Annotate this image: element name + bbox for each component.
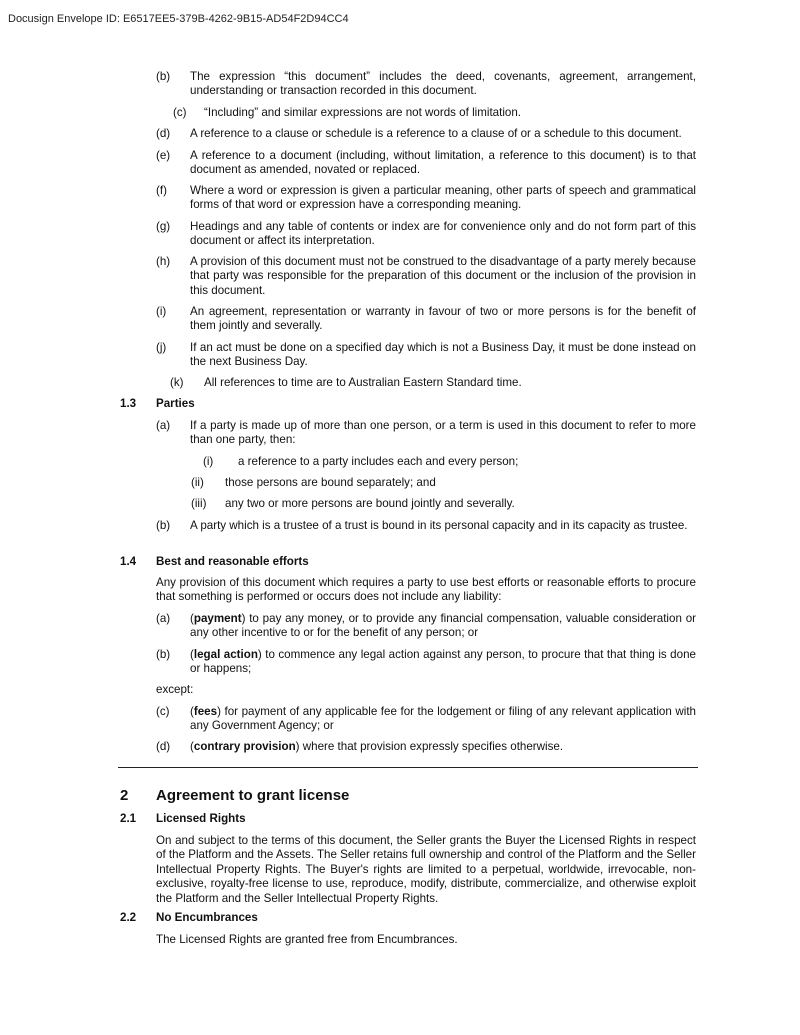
item-text: A party which is a trustee of a trust is bound in its personal capacity and in its capacity as trustee. <box>190 519 688 532</box>
clause-body: On and subject to the terms of this document, the Seller grants the Buyer the Licensed Rights in respect of the Platform and the Assets. The Seller retains full ownership and control of the Platform and the Seller Intellectual Property Rights. The Buyer's rights are limited to a perpetual, worldwide, irrevocable, non-exclusive, royalty-free license to use, reproduce, modify, distribute, commercialize, and otherwise exploit the Platform and the Seller Intellectual Property Rights. <box>156 834 696 905</box>
clause-number: 2.1 <box>120 812 137 825</box>
item-label: (c) <box>156 705 170 718</box>
item-label: (a) <box>156 419 171 432</box>
defined-term: contrary provision <box>193 740 296 753</box>
clause-number: 1.3 <box>120 397 137 410</box>
subitem-text: any two or more persons are bound jointly and severally. <box>225 497 515 510</box>
defined-term: payment <box>193 612 242 625</box>
item-text: A provision of this document must not be construed to the disadvantage of a party merely because that party was responsible for the preparation of this document or the inclusion of the provision in this document. <box>190 255 696 297</box>
item-label: (e) <box>156 149 171 162</box>
item-label: (d) <box>156 740 171 753</box>
except-text: except: <box>156 683 194 696</box>
defined-term: fees <box>193 705 218 718</box>
item-text: (contrary provision) where that provision expressly specifies otherwise. <box>190 740 564 753</box>
subitem-label: (ii) <box>191 476 204 489</box>
item-label: (c) <box>173 106 187 119</box>
item-text: (payment) to pay any money, or to provide any financial compensation, valuable consideration or any other incentive to or for the benefit of any person; or <box>190 612 696 640</box>
item-label: (b) <box>156 648 171 661</box>
clause-number: 2.2 <box>120 911 137 924</box>
clause-heading: Parties <box>156 397 195 410</box>
item-label: (k) <box>170 376 184 389</box>
clause-number: 1.4 <box>120 555 137 568</box>
item-label: (b) <box>156 70 171 83</box>
defined-term: legal action <box>193 648 258 661</box>
clause-heading: No Encumbrances <box>156 911 258 924</box>
item-text: All references to time are to Australian Eastern Standard time. <box>204 376 522 389</box>
item-label: (a) <box>156 612 171 625</box>
item-text: If a party is made up of more than one person, or a term is used in this document to refer to more than one party, then: <box>190 419 696 447</box>
item-label: (h) <box>156 255 171 268</box>
item-label: (j) <box>156 341 167 354</box>
section-title: Agreement to grant license <box>156 787 350 804</box>
item-label: (g) <box>156 220 171 233</box>
subitem-text: a reference to a party includes each and every person; <box>238 455 519 468</box>
docusign-envelope-id: Docusign Envelope ID: E6517EE5-379B-4262-9B15-AD54F2D94CC4 <box>8 13 349 25</box>
item-text: Where a word or expression is given a particular meaning, other parts of speech and grammatical forms of that word or expression have a corresponding meaning. <box>190 184 696 212</box>
section-number: 2 <box>120 787 129 804</box>
clause-heading: Best and reasonable efforts <box>156 555 309 568</box>
item-text: If an act must be done on a specified day which is not a Business Day, it must be done instead on the next Business Day. <box>190 341 696 369</box>
clause-body: The Licensed Rights are granted free from Encumbrances. <box>156 933 458 946</box>
subitem-label: (iii) <box>191 497 207 510</box>
item-text: Headings and any table of contents or index are for convenience only and do not form part of this document or affect its interpretation. <box>190 220 696 248</box>
subitem-text: those persons are bound separately; and <box>225 476 436 489</box>
item-label: (f) <box>156 184 167 197</box>
subitem-label: (i) <box>203 455 214 468</box>
item-text: (fees) for payment of any applicable fee for the lodgement or filing of any relevant application with any Government Agency; or <box>190 705 696 733</box>
item-label: (i) <box>156 305 167 318</box>
item-text: (legal action) to commence any legal action against any person, to procure that that thing is done or happens; <box>190 648 696 676</box>
clause-heading: Licensed Rights <box>156 812 246 825</box>
section-divider <box>118 767 698 768</box>
item-text: A reference to a document (including, without limitation, a reference to this document) is to that document as amended, novated or replaced. <box>190 149 696 177</box>
item-label: (b) <box>156 519 171 532</box>
item-text: The expression “this document” includes the deed, covenants, agreement, arrangement, understanding or transaction recorded in this document. <box>190 70 696 98</box>
item-text: A reference to a clause or schedule is a reference to a clause of or a schedule to this document. <box>190 127 682 140</box>
clause-intro: Any provision of this document which requires a party to use best efforts or reasonable efforts to procure that something is performed or occurs does not include any liability: <box>156 576 696 604</box>
item-text: “Including” and similar expressions are not words of limitation. <box>204 106 522 119</box>
item-label: (d) <box>156 127 171 140</box>
item-text: An agreement, representation or warranty in favour of two or more persons is for the benefit of them jointly and severally. <box>190 305 696 333</box>
